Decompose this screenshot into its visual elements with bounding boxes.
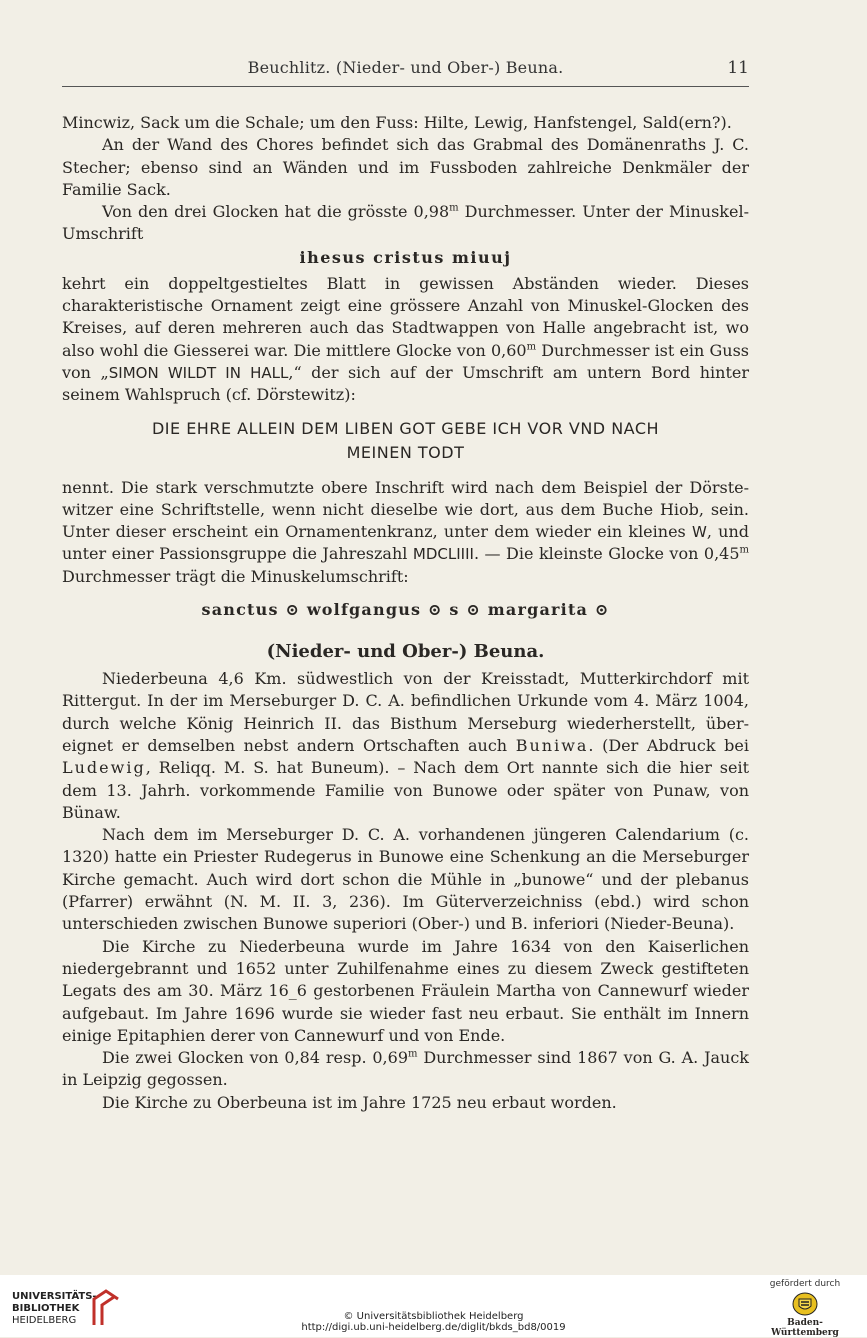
paragraph-9: Die zwei Glocken von 0,84 resp. 0,69$^m$ Durchmesser sind 1867 von G. A. Jauck in Leipzig gegossen. [62, 1048, 750, 1090]
paragraph-2: An der Wand des Chores befindet sich das Grabmal des Domänenraths J. C. Stecher; ebenso sind an Wänden und im Fussboden zahlreiche Denkmäler der Familie Sack. [62, 135, 749, 199]
paragraph-1: Mincwiz, Sack um die Schale; um den Fuss: Hilte, Lewig, Hanfstengel, Sald(ern?). [62, 113, 732, 132]
permalink[interactable]: http://digi.ub.uni-heidelberg.de/diglit/bkds_bd8/0019 [301, 1322, 566, 1333]
page-number: 11 [727, 58, 749, 78]
copyright-notice: © Universitätsbibliothek Heidelberg http://digi.ub.uni-heidelberg.de/diglit/bkds_bd8/0019 [0, 1311, 867, 1333]
digitization-footer [0, 1275, 867, 1337]
bell-inscription-1: ihesus cristus miuuj [299, 247, 512, 267]
running-header [62, 58, 749, 87]
running-title: Beuchlitz. (Nieder- und Ober-) Beuna. [247, 58, 564, 77]
paragraph-7: Nach dem im Merseburger D. C. A. vorhandenen jüngeren Calendarium (c. 1320) hatte ein Priester Rudegerus in Bunowe eine Schenkung an die Merseburger Kirche gemacht. Auch wird dort schon die Mühle in „bunowe“ und der plebanus (Pfarrer) erwähnt (N. M. II. 3, 236). Im Güterverzeichniss (ebd.) wird schon unterschieden zwischen Bunowe superiori (Ober-) und B. inferiori (Nieder-Beuna). [62, 825, 749, 934]
sponsor-block: gefördert durch Baden-Württemberg [769, 1279, 841, 1338]
section-heading: (Nieder- und Ober-) Beuna. [266, 641, 545, 663]
paragraph-10: Die Kirche zu Oberbeuna ist im Jahre 1725 neu erbaut worden. [102, 1092, 617, 1112]
coat-of-arms-icon [792, 1292, 818, 1316]
paragraph-8: Die Kirche zu Niederbeuna wurde im Jahre 1634 von den Kaiserlichen niedergebrannt und 1652 unter Zuhilfenahme eines zu diesem Zweck gestifteten Legats des am 30. März 16_6 gestorbenen Fräulein Martha von Cannewurf wieder aufgebaut. Im Jahre 1696 wurde sie wieder fast neu erbaut. Sie enthält im Innern einige Epitaphien derer von Cannewurf und von Ende. [62, 936, 749, 1045]
bell-inscription-2: DIE EHRE ALLEIN DEM LIBEN GOT GEBE ICH VOR VND NACH MEINEN TODT [151, 418, 660, 462]
bell-inscription-3: sanctus ⊙ wolfgangus ⊙ s ⊙ margarita ⊙ [201, 600, 610, 620]
paragraph-3: Von den drei Glocken hat die grösste 0,98$^m$ Durchmesser. Unter der Minuskel-Umschrift [62, 202, 749, 244]
paragraph-6: Niederbeuna 4,6 Km. südwestlich von der Kreisstadt, Mutterkirchdorf mit Rittergut. In der im Merseburger D. C. A. befindlichen Urkunde vom 4. März 1004, durch welche König Heinrich II. das Bisthum Merseburg wiederherstellt, über-eignet er demselben nebst andern Ortschaften auch Buniwa. (Der Abdruck bei Ludewig, Reliqq. M. S. hat Buneum). – Nach dem Ort nannte sich die hier seit dem 13. Jahrh. vorkommende Familie von Bunowe oder später von Punaw, von Bünaw. [62, 669, 749, 822]
paragraph-4: kehrt ein doppeltgestieltes Blatt in gewissen Abständen wieder. Dieses charakteristische Ornament zeigt eine grössere Anzahl von Minuskel-Glocken des Kreises, auf deren mehreren auch das Stadtwappen von Halle angebracht ist, wo also wohl die Giesserei war. Die mittlere Glocke von 0,60$^m$ Durchmesser ist ein Guss von „SIMON WILDT IN HALL,“ der sich auf der Umschrift am untern Bord hinter seinem Wahlspruch (cf. Dörstewitz): [62, 273, 750, 405]
page-body [62, 112, 749, 1114]
library-name: UNIVERSITÄTS- BIBLIOTHEK HEIDELBERG [12, 1291, 97, 1326]
paragraph-5: nennt. Die stark verschmutzte obere Inschrift wird nach dem Beispiel der Dörste-witzer eine Schriftstelle, wenn nicht dieselbe wie dort, aus dem Buche Hiob, sein. Unter dieser erscheint ein Ornamentenkranz, unter dem wieder ein kleines W, und unter einer Passionsgruppe die Jahreszahl MDCLIIII. — Die kleinste Glocke von 0,45$^m$ Durchmesser trägt die Minuskelumschrift: [62, 477, 749, 586]
